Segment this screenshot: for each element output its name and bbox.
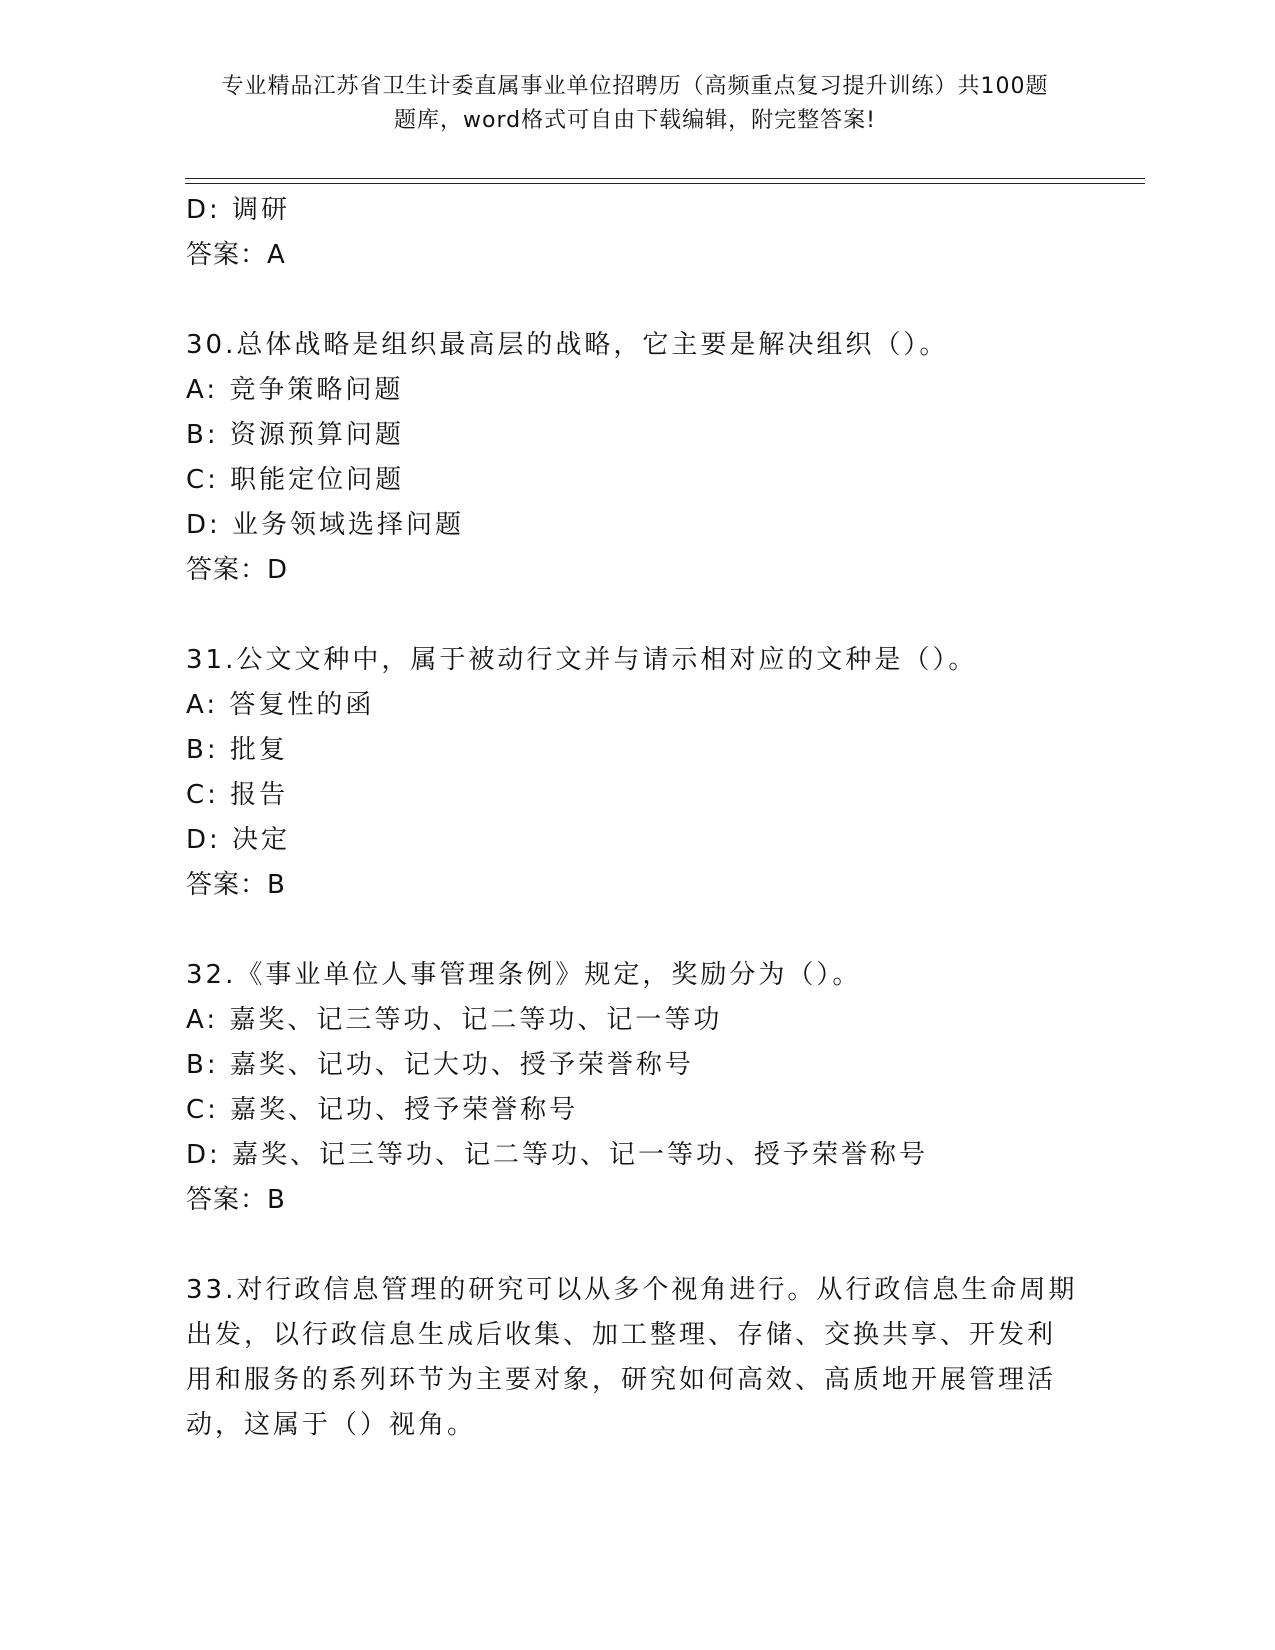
header-divider-top <box>185 178 1145 179</box>
question-list <box>186 188 1086 1448</box>
answer-value: B <box>267 1185 286 1215</box>
option-a: A: 嘉奖、记三等功、记二等功、记一等功 <box>186 1005 723 1035</box>
question-stem: 32.《事业单位人事管理条例》规定，奖励分为（）。 <box>186 960 862 990</box>
spacer <box>186 908 1086 953</box>
answer-label: 答案： <box>186 870 268 900</box>
option-a: A: 答复性的函 <box>186 690 375 720</box>
answer-label: 答案： <box>186 240 268 270</box>
answer-line <box>186 863 1086 908</box>
header-title-line-2: 题库，word格式可自由下载编辑，附完整答案! <box>394 108 876 133</box>
option-c: C: 报告 <box>186 780 289 810</box>
answer-line <box>186 233 1086 278</box>
option-c: C: 职能定位问题 <box>186 465 405 495</box>
answer-line <box>186 548 1086 593</box>
option-b: B: 嘉奖、记功、记大功、授予荣誉称号 <box>186 1050 694 1080</box>
option-d: D: 决定 <box>186 825 291 855</box>
page-header <box>185 70 1085 138</box>
option-c: C: 嘉奖、记功、授予荣誉称号 <box>186 1095 579 1125</box>
answer-value: D <box>267 555 289 585</box>
option-d: D: 业务领域选择问题 <box>186 510 465 540</box>
answer-label: 答案： <box>186 1185 268 1215</box>
question-stem-line-2: 出发，以行政信息生成后收集、加工整理、存储、交换共享、开发利 <box>186 1320 1057 1350</box>
question-stem: 31.公文文种中，属于被动行文并与请示相对应的文种是（）。 <box>186 645 978 675</box>
header-title-line-1: 专业精品江苏省卫生计委直属事业单位招聘历（高频重点复习提升训练）共100题 <box>221 74 1049 99</box>
answer-line <box>186 1178 1086 1223</box>
header-divider-bottom <box>185 183 1145 184</box>
option-b: B: 批复 <box>186 735 288 765</box>
spacer <box>186 1223 1086 1268</box>
option-b: B: 资源预算问题 <box>186 420 404 450</box>
spacer <box>186 278 1086 323</box>
answer-value: A <box>267 240 286 270</box>
spacer <box>186 593 1086 638</box>
question-stem-line-3: 用和服务的系列环节为主要对象，研究如何高效、高质地开展管理活 <box>186 1365 1057 1395</box>
answer-label: 答案： <box>186 555 268 585</box>
answer-value: B <box>267 870 286 900</box>
option-a: A: 竞争策略问题 <box>186 375 404 405</box>
option-d: D: 调研 <box>186 195 291 225</box>
question-stem-line-4: 动，这属于（）视角。 <box>186 1410 477 1440</box>
question-stem-line-1: 33.对行政信息管理的研究可以从多个视角进行。从行政信息生命周期 <box>186 1275 1078 1305</box>
option-d: D: 嘉奖、记三等功、记二等功、记一等功、授予荣誉称号 <box>186 1140 929 1170</box>
question-stem: 30.总体战略是组织最高层的战略，它主要是解决组织（）。 <box>186 330 949 360</box>
